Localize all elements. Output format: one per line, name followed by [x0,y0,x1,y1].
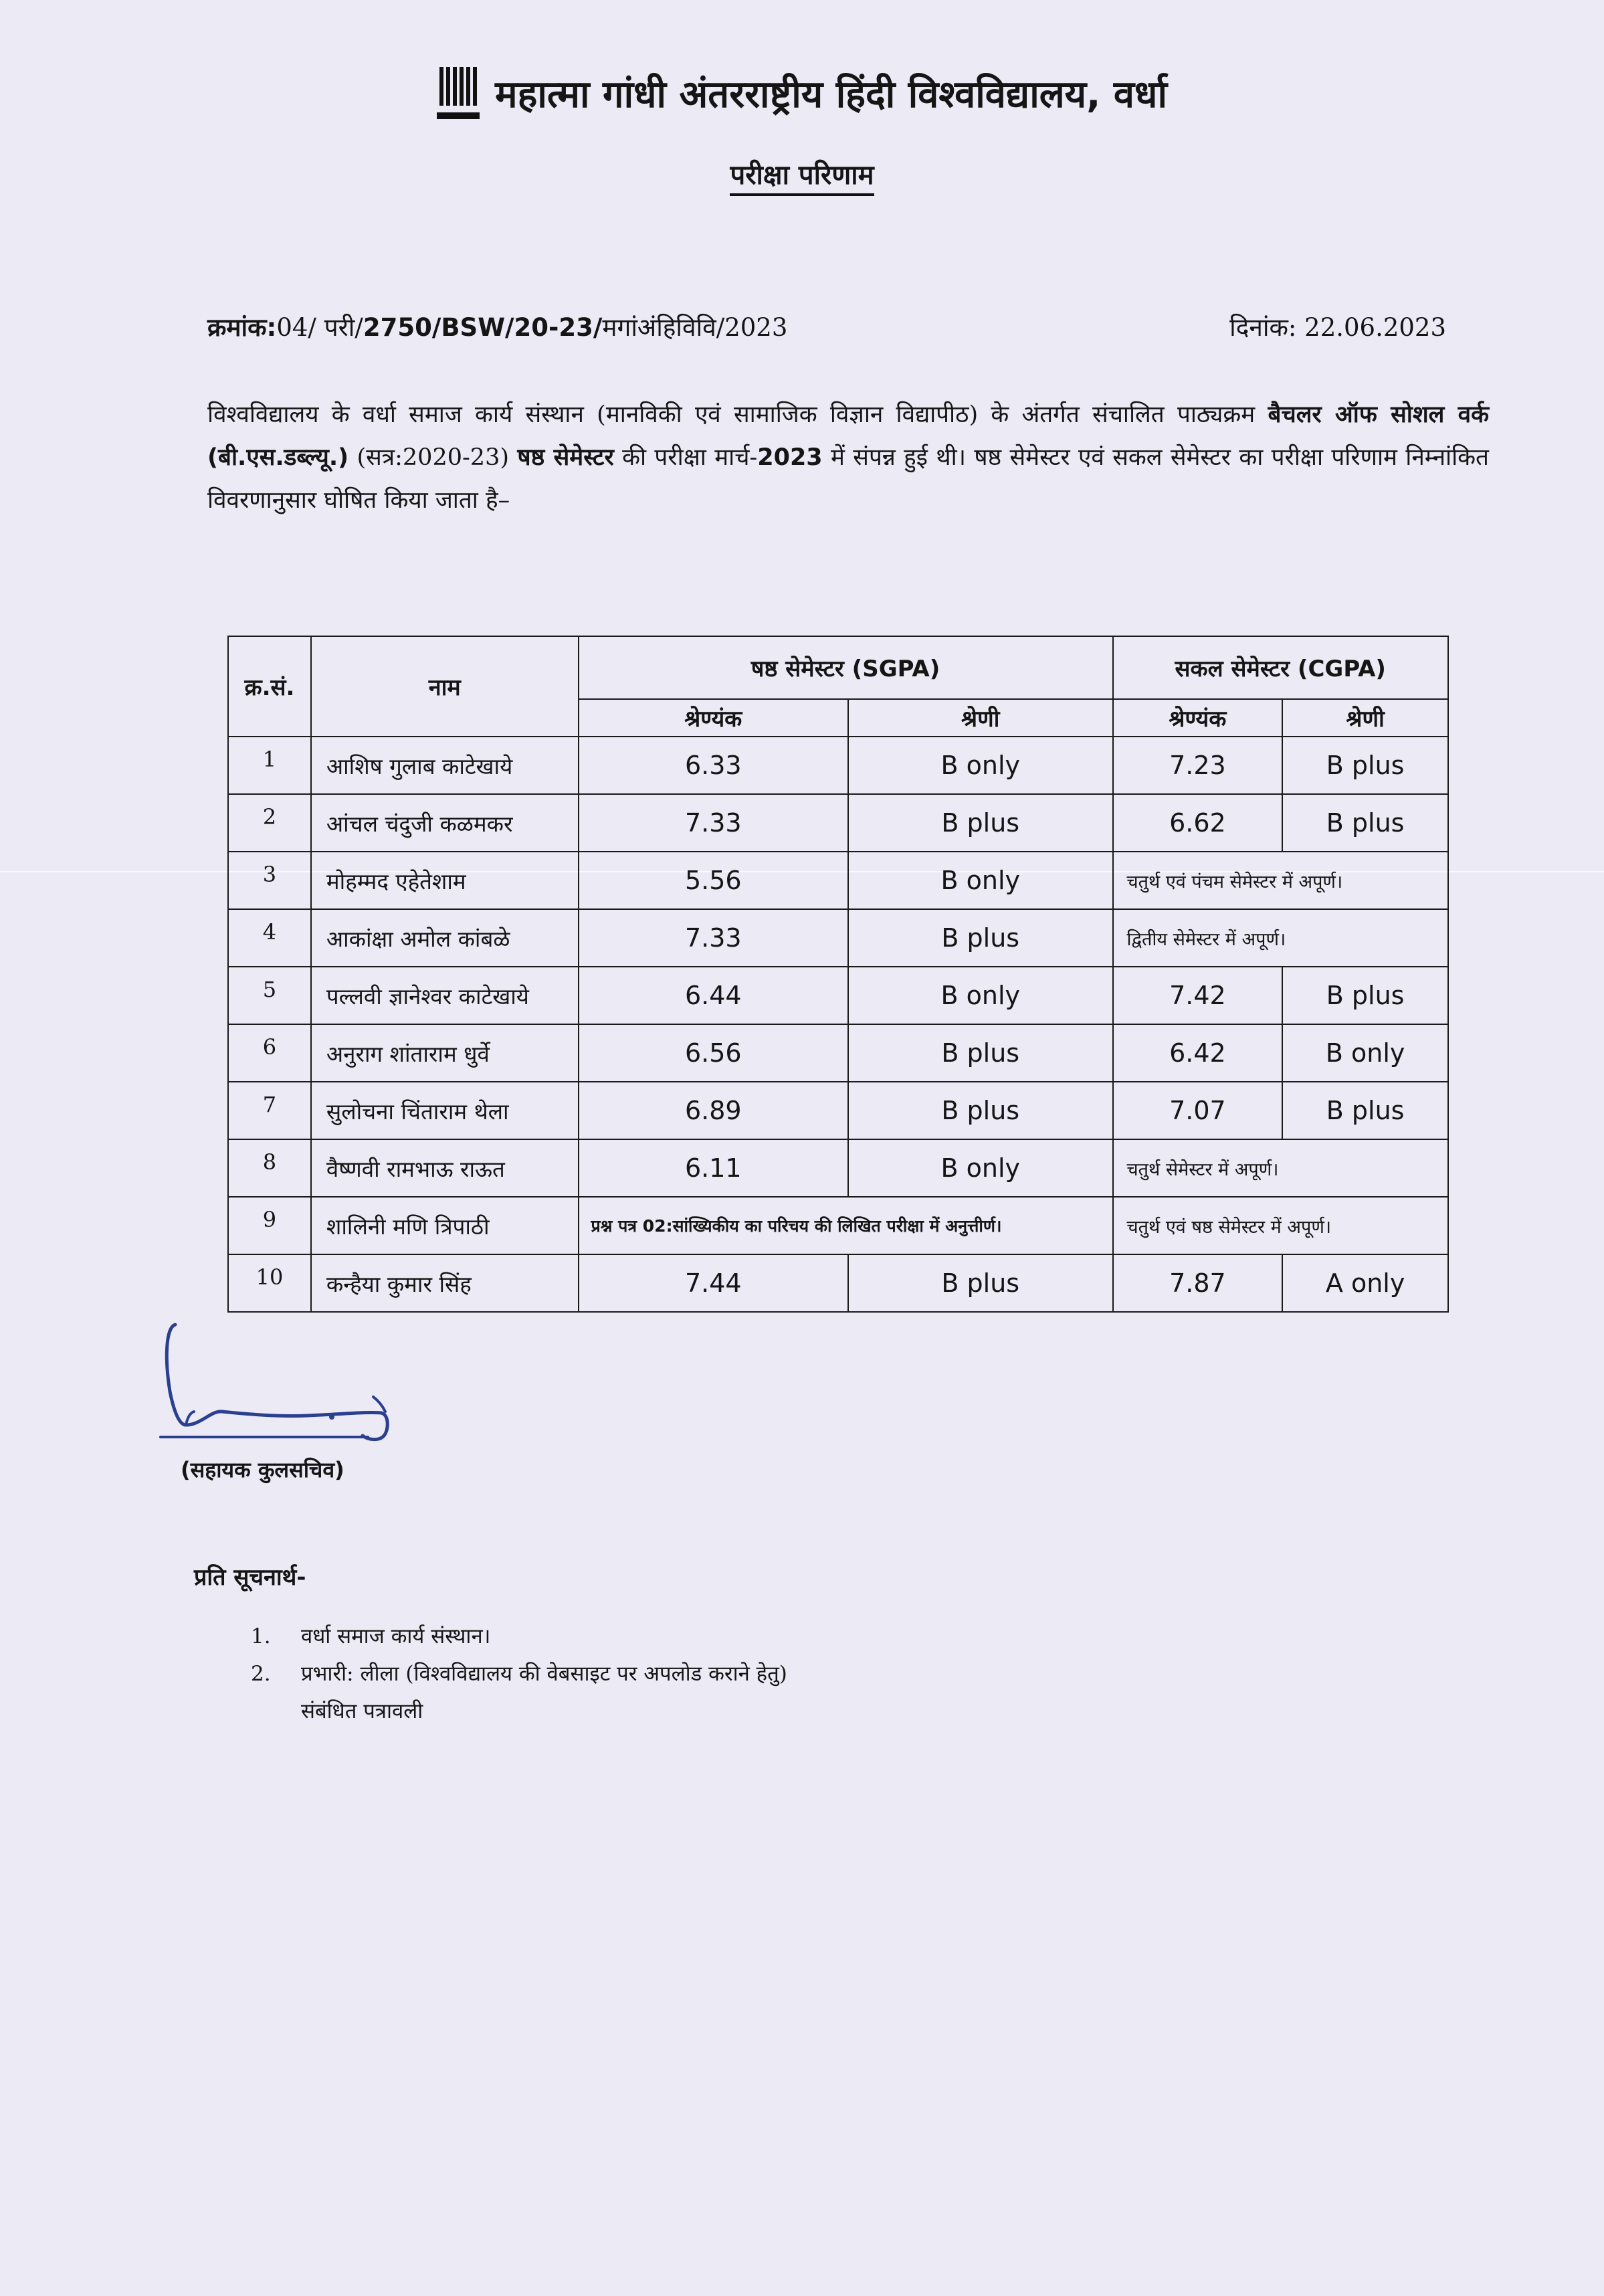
sgpa-cell: 6.56 [579,1024,849,1082]
serial-cell: 2 [228,794,311,852]
sgpa-cell: 5.56 [579,852,849,909]
sgpa-grade-cell: B only [848,967,1113,1024]
header-total-semester: सकल सेमेस्टर (CGPA) [1113,636,1449,699]
sgpa-cell: 7.33 [579,909,849,967]
cgpa-note-cell: द्वितीय सेमेस्टर में अपूर्ण। [1113,909,1449,967]
copy-to-list [251,1618,787,1730]
table-row [228,967,1448,1024]
subheader-cgpa-grade: श्रेणी [1282,699,1448,737]
page-title: परीक्षा परिणाम [0,155,1604,192]
cgpa-note-cell: चतुर्थ एवं पंचम सेमेस्टर में अपूर्ण। [1113,852,1449,909]
sgpa-grade-cell: B plus [848,1254,1113,1312]
sgpa-cell: 7.33 [579,794,849,852]
table-row [228,737,1448,794]
subheader-sgpa-grade: श्रेणी [848,699,1113,737]
serial-cell: 4 [228,909,311,967]
table-row [228,794,1448,852]
cgpa-grade-cell: B plus [1282,1082,1448,1139]
table-row [228,1139,1448,1197]
name-cell: मोहम्मद एहेतेशाम [311,852,579,909]
header-sixth-semester: षष्ठ सेमेस्टर (SGPA) [579,636,1113,699]
list-item: 1. वर्धा समाज कार्य संस्थान। [251,1624,491,1648]
table-row [228,1024,1448,1082]
university-name: महात्मा गांधी अंतरराष्ट्रीय हिंदी विश्वविद्यालय, वर्धा [495,73,1167,116]
sgpa-grade-cell: B only [848,852,1113,909]
serial-cell: 9 [228,1197,311,1254]
serial-cell: 1 [228,737,311,794]
name-cell: शालिनी मणि त्रिपाठी [311,1197,579,1254]
subheader-cgpa-score: श्रेण्यंक [1113,699,1283,737]
name-cell: आंचल चंदुजी कळमकर [311,794,579,852]
serial-cell: 7 [228,1082,311,1139]
table-header-row [228,636,1448,699]
table-row [228,1197,1448,1254]
sgpa-cell: 7.44 [579,1254,849,1312]
sgpa-cell: 6.89 [579,1082,849,1139]
name-cell: अनुराग शांताराम धुर्वे [311,1024,579,1082]
cgpa-cell: 7.87 [1113,1254,1283,1312]
name-cell: पल्लवी ज्ञानेश्वर काटेखाये [311,967,579,1024]
list-item: 2. प्रभारी: लीला (विश्वविद्यालय की वेबसाइट पर अपलोड कराने हेतु) [251,1662,787,1686]
header-name: नाम [311,636,579,737]
letterhead [0,67,1604,119]
cgpa-cell: 7.07 [1113,1082,1283,1139]
intro-paragraph: विश्वविद्यालय के वर्धा समाज कार्य संस्थान (मानविकी एवं सामाजिक विज्ञान विद्यापीठ) के अंतर्गत संचालित पाठ्यक्रम बैचलर ऑफ सोशल वर्क (बी.एस.डब्ल्यू.) (सत्र:2020-23) षष्ठ सेमेस्टर की परीक्षा मार्च-2023 में संपन्न हुई थी। षष्ठ सेमेस्टर एवं सकल सेमेस्टर का परीक्षा परिणाम निम्नांकित विवरणानुसार घोषित किया जाता है– [207,401,1490,514]
list-item-sub: संबंधित पत्रावली [301,1699,423,1723]
subheader-sgpa-score: श्रेण्यंक [579,699,849,737]
signature-image [147,1318,428,1478]
cgpa-cell: 6.42 [1113,1024,1283,1082]
cgpa-grade-cell: B plus [1282,794,1448,852]
cgpa-grade-cell: A only [1282,1254,1448,1312]
sgpa-grade-cell: B only [848,1139,1113,1197]
serial-cell: 6 [228,1024,311,1082]
name-cell: आशिष गुलाब काटेखाये [311,737,579,794]
copy-to-title: प्रति सूचनार्थ- [194,1564,306,1591]
table-row [228,1082,1448,1139]
serial-cell: 8 [228,1139,311,1197]
sgpa-cell: 6.44 [579,967,849,1024]
name-cell: वैष्णवी रामभाऊ राऊत [311,1139,579,1197]
cgpa-cell: 7.42 [1113,967,1283,1024]
cgpa-note-cell: चतुर्थ सेमेस्टर में अपूर्ण। [1113,1139,1449,1197]
cgpa-grade-cell: B plus [1282,737,1448,794]
name-cell: सुलोचना चिंताराम थेला [311,1082,579,1139]
cgpa-cell: 6.62 [1113,794,1283,852]
name-cell: कन्हैया कुमार सिंह [311,1254,579,1312]
serial-cell: 10 [228,1254,311,1312]
table-row [228,909,1448,967]
sgpa-grade-cell: B only [848,737,1113,794]
sgpa-grade-cell: B plus [848,1082,1113,1139]
table-row [228,1254,1448,1312]
cgpa-grade-cell: B plus [1282,967,1448,1024]
issue-date: दिनांक: 22.06.2023 [1229,313,1446,342]
sgpa-grade-cell: B plus [848,909,1113,967]
sgpa-note-cell: प्रश्न पत्र 02:सांख्यिकीय का परिचय की लिखित परीक्षा में अनुत्तीर्ण। [579,1197,1113,1254]
table-row [228,852,1448,909]
results-table [227,636,1449,1313]
sgpa-grade-cell: B plus [848,1024,1113,1082]
university-logo-icon [437,67,480,119]
cgpa-note-cell: चतुर्थ एवं षष्ठ सेमेस्टर में अपूर्ण। [1113,1197,1449,1254]
sgpa-cell: 6.33 [579,737,849,794]
cgpa-grade-cell: B only [1282,1024,1448,1082]
serial-cell: 3 [228,852,311,909]
cgpa-cell: 7.23 [1113,737,1283,794]
sgpa-grade-cell: B plus [848,794,1113,852]
header-serial: क्र.सं. [228,636,311,737]
signatory-designation: (सहायक कुलसचिव) [181,1457,344,1482]
sgpa-cell: 6.11 [579,1139,849,1197]
reference-number: क्रमांक:04/ परी/2750/BSW/20-23/मगांअंहिविवि/2023 [207,313,788,342]
serial-cell: 5 [228,967,311,1024]
name-cell: आकांक्षा अमोल कांबळे [311,909,579,967]
